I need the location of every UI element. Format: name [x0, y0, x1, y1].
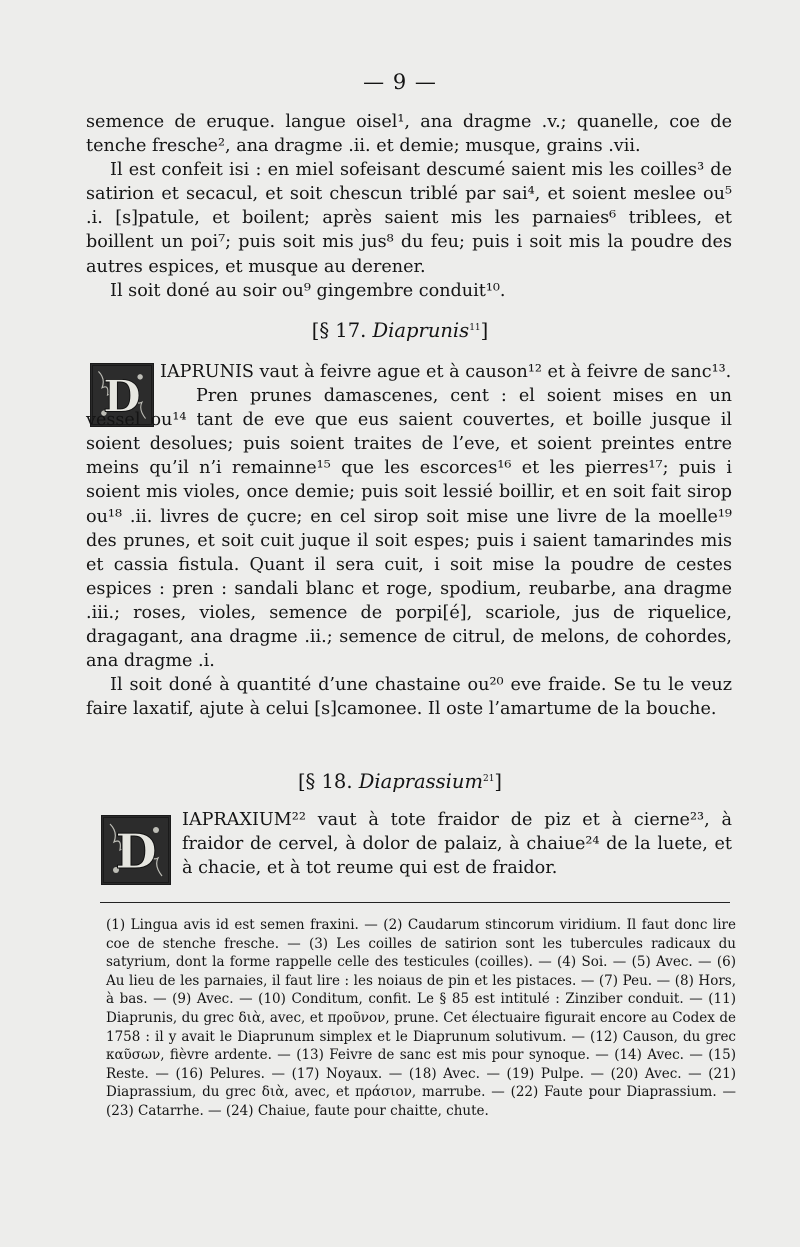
- section-18-body: [86, 808, 732, 880]
- footnote-divider: [100, 902, 730, 903]
- footnote-text: (1) Lingua avis id est semen fraxini. — (2) Caudarum stincorum viridium. Il faut donc lire coe de stenche fresche. — (3) Les coilles de satirion sont les tubercules radicaux du satyrium, dont la forme rappelle celle des testicules (coilles). — (4) Soi. — (5) Avec. — (6) Au lieu de les parnaies, il faut lire : les noiaus de pin et les pistaces. — (7) Peu. — (8) Hors, à bas. — (9) Avec. — (10) Conditum, confit. Le § 85 est intitulé : Zinziber conduit. — (11) Diaprunis, du grec διὰ, avec, et προῦνον, prune. Cet électuaire figurait encore au Codex de 1758 : il y avait le Diaprunum simplex et le Diaprunum solutivum. — (12) Causon, du grec καῦσων, fièvre ardente. — (13) Feivre de sanc est mis pour synoque. — (14) Avec. — (15) Reste. — (16) Pelures. — (17) Noyaux. — (18) Avec. — (19) Pulpe. — (20) Avec. — (21) Diaprassium, du grec διὰ, avec, et πράσιον, marrube. — (22) Faute pour Diaprassium. — (23) Catarrhe. — (24) Chaiue, faute pour chaitte, chute.: [106, 917, 736, 1119]
- drop-cap-letter: D: [103, 371, 141, 423]
- paragraph-dosage: Il soit doné au soir ou⁹ gingembre conduit¹⁰.: [110, 280, 506, 301]
- paragraph-preparation: Il est confeit isi : en miel sofeisant descumé saient mis les coilles³ de satirion et secacul, et soit chescun triblé par sai⁴, et soient meslee ou⁵ .i. [s]patule, et boilent; après saient mis les parnaies⁶ triblees, et boillent un poi⁷; puis soit mis jus⁸ du feu; puis i soit mis la poudre des autres espices, et musque au derener.: [86, 160, 732, 277]
- section-17-body: [86, 360, 732, 721]
- heading-note: 11: [469, 323, 481, 333]
- page-number: — 9 —: [363, 70, 437, 94]
- heading-suffix: ]: [494, 770, 503, 793]
- drop-cap-letter: D: [115, 824, 157, 880]
- section-heading-18: [0, 770, 800, 793]
- paragraph-ingredients: semence de eruque. langue oisel¹, ana dragme .v.; quanelle, coe de tenche fresche², ana dragme .ii. et demie; musque, grains .vii.: [86, 112, 732, 157]
- heading-note: 21: [482, 774, 495, 784]
- heading-suffix: ]: [480, 319, 489, 342]
- section-17-recipe: Pren prunes damascenes, cent : el soient mises en un vessel ou¹⁴ tant de eve que eus saient couvertes, et boille jusque il soient desolues; puis soient traites de l’eve, et soient preintes entre meins qu’il n’i remainne¹⁵ que les escorces¹⁶ et les pierres¹⁷; puis i soient mis violes, once demie; puis soit lessié boillir, et en soit fait sirop ou¹⁸ .ii. livres de çucre; en cel sirop soit mise une livre de la moelle¹⁹ des prunes, et soit cuit juque il soit espes; puis i saient tamarindes mis et cassia fistula. Quant il sera cuit, i soit mise la poudre de cestes espices : pren : sandali blanc et roge, spodium, reubarbe, ana dragme .iii.; roses, violes, semence de porpi[é], scariole, jus de riquelice, dragagant, ana dragme .ii.; semence de citrul, de melons, de cohordes, ana dragme .i.: [86, 386, 732, 672]
- heading-title: Diaprunis: [372, 319, 470, 342]
- section-heading-17: [0, 319, 800, 342]
- footnotes: [106, 916, 736, 1121]
- heading-prefix: [§ 17.: [311, 319, 373, 342]
- section-17-indications: IAPRUNIS vaut à feivre ague et à causon¹² et à feivre de sanc¹³.: [160, 362, 732, 382]
- section-18-indications: IAPRAXIUM²² vaut à tote fraidor de piz et à cierne²³, à fraidor de cervel, à dolor de palaiz, à chaiue²⁴ de la luete, et à chacie, et à tot reume qui est de fraidor.: [182, 810, 732, 879]
- section-17-dosage: Il soit doné à quantité d’une chastaine ou²⁰ eve fraide. Se tu le veuz faire laxatif, ajute à celui [s]camonee. Il oste l’amartume de la bouche.: [86, 675, 732, 720]
- heading-prefix: [§ 18.: [297, 770, 359, 793]
- heading-title: Diaprassium: [358, 770, 483, 793]
- recipe-continuation: [86, 110, 732, 303]
